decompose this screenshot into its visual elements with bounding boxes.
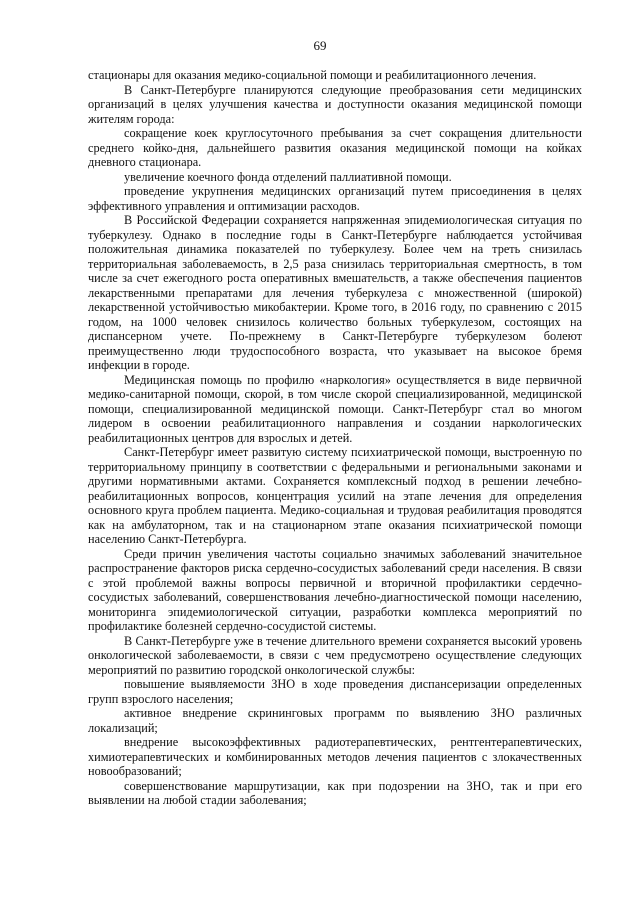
- paragraph: увеличение коечного фонда отделений паллиативной помощи.: [124, 169, 452, 184]
- paragraph: внедрение высокоэффективных радиотерапевтических, рентгентерапевтических, химиотерапевтических и комбинированных методов лечения пациентов с злокачественных новообразований;: [88, 735, 582, 778]
- body-text: [88, 68, 582, 808]
- paragraph: стационары для оказания медико-социальной помощи и реабилитационного лечения.: [88, 68, 537, 82]
- paragraph: Санкт-Петербург имеет развитую систему психиатрической помощи, выстроенную по территориальному принципу в соответствии с федеральными и региональными законами и другими нормативными актами. Сохраняется комплексный подход в решении лечебно-реабилитационных вопросов, концентрация усилий на этапе лечения для определения основного круга проблем пациента. Медико-социальная и трудовая реабилитация проводятся как на амбулаторном, так и на стационарном этапе оказания психиатрической помощи населению Санкт-Петербурга.: [88, 445, 582, 546]
- paragraph: повышение выявляемости ЗНО в ходе проведения диспансеризации определенных групп взрослого населения;: [88, 677, 582, 706]
- paragraph: проведение укрупнения медицинских организаций путем присоединения в целях эффективного управления и оптимизации расходов.: [88, 184, 582, 213]
- paragraph: Среди причин увеличения частоты социально значимых заболеваний значительное распространение факторов риска сердечно-сосудистых заболеваний среди населения. В связи с этой проблемой важны вопросы первичной и вторичной профилактики сердечно-сосудистых заболеваний, совершенствования лечебно-диагностической помощи населению, мониторинга эпидемиологической ситуации, разработки комплекса мероприятий по профилактике болезней сердечно-сосудистой системы.: [88, 546, 582, 633]
- paragraph: В Санкт-Петербурге планируются следующие преобразования сети медицинских организаций в целях улучшения качества и доступности оказания медицинской помощи жителям города:: [88, 82, 582, 126]
- paragraph: В Российской Федерации сохраняется напряженная эпидемиологическая ситуация по туберкулезу. Однако в последние годы в Санкт-Петербурге наблюдается устойчивая положительная динамика показателей по туберкулезу. Более чем на треть снизилась территориальная заболеваемость, в 2,5 раза снизилась территориальная смертность, в том числе за счет ежегодного роста оперативных вмешательств, а также обеспечения пациентов лекарственными препаратами для лечения туберкулеза с множественной (широкой) лекарственной устойчивостью микобактерии. Кроме того, в 2016 году, по сравнению с 2015 годом, на 1000 человек снизилось количество больных туберкулезом, состоящих на диспансерном учете. По-прежнему в Санкт-Петербурге туберкулезом болеют преимущественно люди трудоспособного возраста, что указывает на высокое бремя инфекции в городе.: [88, 213, 582, 372]
- paragraph: совершенствование маршрутизации, как при подозрении на ЗНО, так и при его выявлении на любой стадии заболевания;: [88, 778, 582, 807]
- paragraph: активное внедрение скрининговых программ по выявлению ЗНО различных локализаций;: [88, 706, 582, 735]
- page-number: 69: [313, 38, 327, 53]
- paragraph: В Санкт-Петербурге уже в течение длительного времени сохраняется высокий уровень онкологической заболеваемости, в связи с чем предусмотрено осуществление следующих мероприятий по развитию городской онкологической службы:: [88, 633, 582, 677]
- paragraph: Медицинская помощь по профилю «наркология» осуществляется в виде первичной медико-санитарной помощи, скорой, в том числе скорой специализированной, медицинской помощи, специализированной медицинской помощи. Санкт-Петербург стал во многом лидером в освоении реабилитационного направления и создании наркологических реабилитационных центров для взрослых и детей.: [88, 372, 582, 445]
- paragraph: сокращение коек круглосуточного пребывания за счет сокращения длительности среднего койко-дня, дальнейшего развития оказания медицинской помощи на койках дневного стационара.: [88, 126, 582, 169]
